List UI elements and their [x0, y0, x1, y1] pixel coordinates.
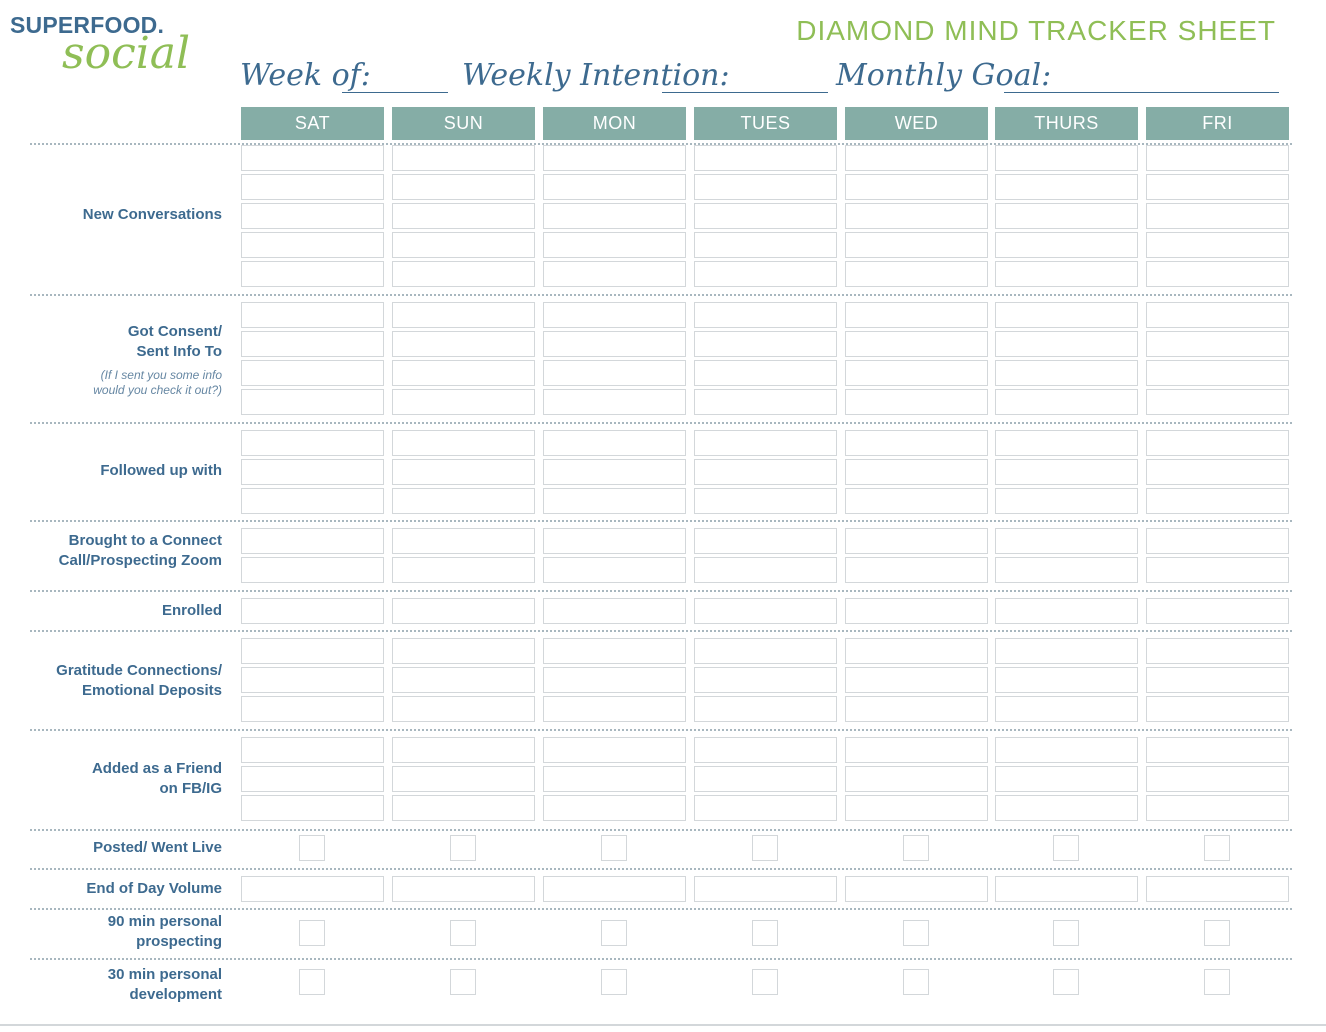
entry-cell-tues[interactable]	[694, 696, 837, 722]
weekly-intention-field[interactable]	[662, 92, 828, 93]
entry-cell-fri[interactable]	[1146, 598, 1289, 624]
entry-cell-tues[interactable]	[694, 598, 837, 624]
checkbox-sat[interactable]	[299, 835, 325, 861]
entry-cell-mon[interactable]	[543, 766, 686, 792]
entry-cell-sat[interactable]	[241, 203, 384, 229]
entry-cell-sat[interactable]	[241, 430, 384, 456]
entry-cell-fri[interactable]	[1146, 302, 1289, 328]
entry-cell-fri[interactable]	[1146, 638, 1289, 664]
entry-cell-thurs[interactable]	[995, 389, 1138, 415]
entry-cell-sat[interactable]	[241, 360, 384, 386]
entry-cell-sun[interactable]	[392, 557, 535, 583]
entry-cell-sat[interactable]	[241, 766, 384, 792]
entry-cell-sun[interactable]	[392, 459, 535, 485]
section-note-line: would you check it out?)	[93, 383, 222, 397]
checkbox-sat[interactable]	[299, 969, 325, 995]
section-divider	[30, 590, 1292, 592]
entry-cell-sat[interactable]	[241, 638, 384, 664]
entry-cell-mon[interactable]	[543, 737, 686, 763]
entry-cell-wed[interactable]	[845, 528, 988, 554]
entry-cell-fri[interactable]	[1146, 261, 1289, 287]
section-divider	[30, 829, 1292, 831]
entry-cell-fri[interactable]	[1146, 557, 1289, 583]
entry-cell-tues[interactable]	[694, 331, 837, 357]
entry-cell-sat[interactable]	[241, 232, 384, 258]
entry-cell-fri[interactable]	[1146, 331, 1289, 357]
checkbox-wed[interactable]	[903, 920, 929, 946]
section-label-line: Emotional Deposits	[81, 682, 222, 699]
entry-cell-wed[interactable]	[845, 145, 988, 171]
entry-cell-sun[interactable]	[392, 331, 535, 357]
entry-cell-sat[interactable]	[241, 795, 384, 821]
section-divider	[30, 422, 1292, 424]
entry-cell-sun[interactable]	[392, 528, 535, 554]
section-label-line: New Conversations	[82, 206, 222, 223]
entry-cell-sun[interactable]	[392, 174, 535, 200]
entry-cell-thurs[interactable]	[995, 638, 1138, 664]
entry-cell-sat[interactable]	[241, 696, 384, 722]
section-label	[20, 601, 222, 621]
section-label-line: on FB/IG	[159, 780, 222, 797]
section-label-line: Followed up with	[100, 462, 222, 479]
section-label	[20, 838, 222, 858]
section-divider	[30, 294, 1292, 296]
entry-cell-fri[interactable]	[1146, 488, 1289, 514]
entry-cell-sat[interactable]	[241, 459, 384, 485]
entry-cell-fri[interactable]	[1146, 737, 1289, 763]
entry-cell-sat[interactable]	[241, 331, 384, 357]
entry-cell-fri[interactable]	[1146, 232, 1289, 258]
entry-cell-mon[interactable]	[543, 331, 686, 357]
section-label-line: 30 min personal	[107, 966, 222, 983]
entry-cell-thurs[interactable]	[995, 528, 1138, 554]
brand-logo-social: social	[62, 28, 191, 79]
entry-cell-sun[interactable]	[392, 598, 535, 624]
entry-cell-wed[interactable]	[845, 302, 988, 328]
entry-cell-sun[interactable]	[392, 667, 535, 693]
checkbox-mon[interactable]	[601, 835, 627, 861]
entry-cell-wed[interactable]	[845, 696, 988, 722]
day-header-fri: FRI	[1146, 107, 1289, 140]
entry-cell-tues[interactable]	[694, 430, 837, 456]
checkbox-fri[interactable]	[1204, 835, 1230, 861]
entry-cell-sun[interactable]	[392, 145, 535, 171]
entry-cell-tues[interactable]	[694, 795, 837, 821]
entry-cell-sat[interactable]	[241, 145, 384, 171]
section-label	[20, 912, 222, 952]
checkbox-fri[interactable]	[1204, 969, 1230, 995]
entry-cell-sat[interactable]	[241, 261, 384, 287]
entry-cell-wed[interactable]	[845, 795, 988, 821]
entry-cell-thurs[interactable]	[995, 203, 1138, 229]
section-label-line: development	[129, 986, 222, 1003]
entry-cell-tues[interactable]	[694, 174, 837, 200]
entry-cell-tues[interactable]	[694, 638, 837, 664]
entry-cell-mon[interactable]	[543, 145, 686, 171]
entry-cell-thurs[interactable]	[995, 360, 1138, 386]
section-label	[20, 322, 222, 398]
page-bottom-border	[0, 1024, 1326, 1026]
checkbox-tues[interactable]	[752, 969, 778, 995]
entry-cell-mon[interactable]	[543, 360, 686, 386]
entry-cell-wed[interactable]	[845, 389, 988, 415]
day-header-wed: WED	[845, 107, 988, 140]
entry-cell-sat[interactable]	[241, 598, 384, 624]
checkbox-tues[interactable]	[752, 920, 778, 946]
checkbox-wed[interactable]	[903, 835, 929, 861]
section-label-line: Call/Prospecting Zoom	[58, 552, 222, 569]
section-note	[20, 368, 222, 398]
entry-cell-tues[interactable]	[694, 667, 837, 693]
section-label	[20, 759, 222, 799]
entry-cell-mon[interactable]	[543, 459, 686, 485]
entry-cell-fri[interactable]	[1146, 430, 1289, 456]
entry-cell-mon[interactable]	[543, 389, 686, 415]
entry-cell-sun[interactable]	[392, 389, 535, 415]
entry-cell-tues[interactable]	[694, 360, 837, 386]
entry-cell-wed[interactable]	[845, 557, 988, 583]
section-label-line: Gratitude Connections/	[56, 662, 222, 679]
entry-cell-thurs[interactable]	[995, 696, 1138, 722]
section-label	[20, 531, 222, 571]
entry-cell-mon[interactable]	[543, 876, 686, 902]
monthly-goal-label: Monthly Goal:	[836, 58, 1052, 93]
entry-cell-wed[interactable]	[845, 261, 988, 287]
entry-cell-tues[interactable]	[694, 232, 837, 258]
entry-cell-mon[interactable]	[543, 430, 686, 456]
section-divider	[30, 630, 1292, 632]
checkbox-thurs[interactable]	[1053, 920, 1079, 946]
checkbox-fri[interactable]	[1204, 920, 1230, 946]
entry-cell-thurs[interactable]	[995, 795, 1138, 821]
entry-cell-tues[interactable]	[694, 203, 837, 229]
entry-cell-sun[interactable]	[392, 766, 535, 792]
checkbox-sun[interactable]	[450, 835, 476, 861]
day-header-mon: MON	[543, 107, 686, 140]
entry-cell-thurs[interactable]	[995, 737, 1138, 763]
entry-cell-sat[interactable]	[241, 302, 384, 328]
day-header-sun: SUN	[392, 107, 535, 140]
entry-cell-wed[interactable]	[845, 360, 988, 386]
entry-cell-mon[interactable]	[543, 528, 686, 554]
entry-cell-sat[interactable]	[241, 667, 384, 693]
entry-cell-mon[interactable]	[543, 488, 686, 514]
entry-cell-fri[interactable]	[1146, 389, 1289, 415]
day-header-thurs: THURS	[995, 107, 1138, 140]
checkbox-sun[interactable]	[450, 969, 476, 995]
entry-cell-wed[interactable]	[845, 459, 988, 485]
checkbox-thurs[interactable]	[1053, 969, 1079, 995]
entry-cell-tues[interactable]	[694, 302, 837, 328]
entry-cell-wed[interactable]	[845, 203, 988, 229]
entry-cell-thurs[interactable]	[995, 145, 1138, 171]
section-label	[20, 205, 222, 225]
brand-logo-superfood: SUPERFOOD.	[10, 12, 165, 38]
entry-cell-wed[interactable]	[845, 430, 988, 456]
section-divider	[30, 729, 1292, 731]
entry-cell-sun[interactable]	[392, 638, 535, 664]
entry-cell-tues[interactable]	[694, 557, 837, 583]
entry-cell-wed[interactable]	[845, 667, 988, 693]
entry-cell-thurs[interactable]	[995, 302, 1138, 328]
entry-cell-fri[interactable]	[1146, 876, 1289, 902]
section-label-line: End of Day Volume	[86, 880, 222, 897]
day-header-sat: SAT	[241, 107, 384, 140]
week-of-label: Week of:	[240, 58, 371, 93]
entry-cell-mon[interactable]	[543, 261, 686, 287]
entry-cell-fri[interactable]	[1146, 766, 1289, 792]
section-label-line: Got Consent/	[127, 323, 222, 340]
entry-cell-sat[interactable]	[241, 528, 384, 554]
entry-cell-wed[interactable]	[845, 174, 988, 200]
entry-cell-sun[interactable]	[392, 261, 535, 287]
entry-cell-sun[interactable]	[392, 737, 535, 763]
entry-cell-fri[interactable]	[1146, 360, 1289, 386]
entry-cell-thurs[interactable]	[995, 557, 1138, 583]
checkbox-mon[interactable]	[601, 969, 627, 995]
entry-cell-fri[interactable]	[1146, 459, 1289, 485]
entry-cell-mon[interactable]	[543, 598, 686, 624]
section-label-line: Enrolled	[161, 602, 222, 619]
entry-cell-fri[interactable]	[1146, 203, 1289, 229]
section-divider	[30, 908, 1292, 910]
section-divider	[30, 868, 1292, 870]
entry-cell-tues[interactable]	[694, 459, 837, 485]
page-title: DIAMOND MIND TRACKER SHEET	[796, 15, 1276, 46]
section-label-line: prospecting	[136, 933, 222, 950]
entry-cell-mon[interactable]	[543, 638, 686, 664]
entry-cell-thurs[interactable]	[995, 430, 1138, 456]
entry-cell-sun[interactable]	[392, 360, 535, 386]
section-label-line: 90 min personal	[107, 913, 222, 930]
section-label-line: Sent Info To	[136, 343, 222, 360]
entry-cell-mon[interactable]	[543, 302, 686, 328]
section-label	[20, 965, 222, 1005]
entry-cell-thurs[interactable]	[995, 766, 1138, 792]
entry-cell-wed[interactable]	[845, 766, 988, 792]
entry-cell-sun[interactable]	[392, 795, 535, 821]
weekly-intention-label: Weekly Intention:	[462, 58, 730, 93]
entry-cell-tues[interactable]	[694, 145, 837, 171]
entry-cell-thurs[interactable]	[995, 598, 1138, 624]
entry-cell-wed[interactable]	[845, 488, 988, 514]
section-label	[20, 879, 222, 899]
entry-cell-mon[interactable]	[543, 232, 686, 258]
entry-cell-tues[interactable]	[694, 737, 837, 763]
entry-cell-fri[interactable]	[1146, 696, 1289, 722]
entry-cell-thurs[interactable]	[995, 232, 1138, 258]
entry-cell-sun[interactable]	[392, 488, 535, 514]
monthly-goal-field[interactable]	[1004, 92, 1279, 93]
entry-cell-fri[interactable]	[1146, 174, 1289, 200]
entry-cell-sat[interactable]	[241, 876, 384, 902]
section-label-line: Posted/ Went Live	[93, 839, 222, 856]
entry-cell-mon[interactable]	[543, 696, 686, 722]
entry-cell-mon[interactable]	[543, 557, 686, 583]
entry-cell-fri[interactable]	[1146, 528, 1289, 554]
entry-cell-tues[interactable]	[694, 389, 837, 415]
entry-cell-sun[interactable]	[392, 232, 535, 258]
entry-cell-fri[interactable]	[1146, 795, 1289, 821]
entry-cell-sat[interactable]	[241, 174, 384, 200]
entry-cell-thurs[interactable]	[995, 488, 1138, 514]
checkbox-wed[interactable]	[903, 969, 929, 995]
section-note-line: (If I sent you some info	[100, 368, 222, 382]
entry-cell-wed[interactable]	[845, 232, 988, 258]
entry-cell-wed[interactable]	[845, 638, 988, 664]
entry-cell-mon[interactable]	[543, 203, 686, 229]
checkbox-mon[interactable]	[601, 920, 627, 946]
entry-cell-mon[interactable]	[543, 795, 686, 821]
entry-cell-tues[interactable]	[694, 488, 837, 514]
week-of-field[interactable]	[342, 92, 448, 93]
entry-cell-wed[interactable]	[845, 876, 988, 902]
entry-cell-mon[interactable]	[543, 174, 686, 200]
entry-cell-sun[interactable]	[392, 696, 535, 722]
entry-cell-thurs[interactable]	[995, 261, 1138, 287]
checkbox-tues[interactable]	[752, 835, 778, 861]
entry-cell-sat[interactable]	[241, 389, 384, 415]
entry-cell-fri[interactable]	[1146, 145, 1289, 171]
section-divider	[30, 520, 1292, 522]
entry-cell-wed[interactable]	[845, 737, 988, 763]
entry-cell-sun[interactable]	[392, 876, 535, 902]
entry-cell-fri[interactable]	[1146, 667, 1289, 693]
entry-cell-sun[interactable]	[392, 203, 535, 229]
entry-cell-tues[interactable]	[694, 876, 837, 902]
entry-cell-thurs[interactable]	[995, 459, 1138, 485]
entry-cell-sat[interactable]	[241, 557, 384, 583]
entry-cell-thurs[interactable]	[995, 331, 1138, 357]
section-label-line: Brought to a Connect	[68, 532, 222, 549]
checkbox-thurs[interactable]	[1053, 835, 1079, 861]
checkbox-sat[interactable]	[299, 920, 325, 946]
entry-cell-mon[interactable]	[543, 667, 686, 693]
entry-cell-sun[interactable]	[392, 430, 535, 456]
entry-cell-thurs[interactable]	[995, 667, 1138, 693]
section-label	[20, 461, 222, 481]
entry-cell-wed[interactable]	[845, 331, 988, 357]
day-header-tues: TUES	[694, 107, 837, 140]
entry-cell-sat[interactable]	[241, 488, 384, 514]
entry-cell-thurs[interactable]	[995, 876, 1138, 902]
entry-cell-tues[interactable]	[694, 528, 837, 554]
section-divider	[30, 958, 1292, 960]
entry-cell-wed[interactable]	[845, 598, 988, 624]
section-label-line: Added as a Friend	[91, 760, 222, 777]
entry-cell-sun[interactable]	[392, 302, 535, 328]
section-label	[20, 661, 222, 701]
entry-cell-tues[interactable]	[694, 766, 837, 792]
entry-cell-thurs[interactable]	[995, 174, 1138, 200]
entry-cell-tues[interactable]	[694, 261, 837, 287]
checkbox-sun[interactable]	[450, 920, 476, 946]
entry-cell-sat[interactable]	[241, 737, 384, 763]
